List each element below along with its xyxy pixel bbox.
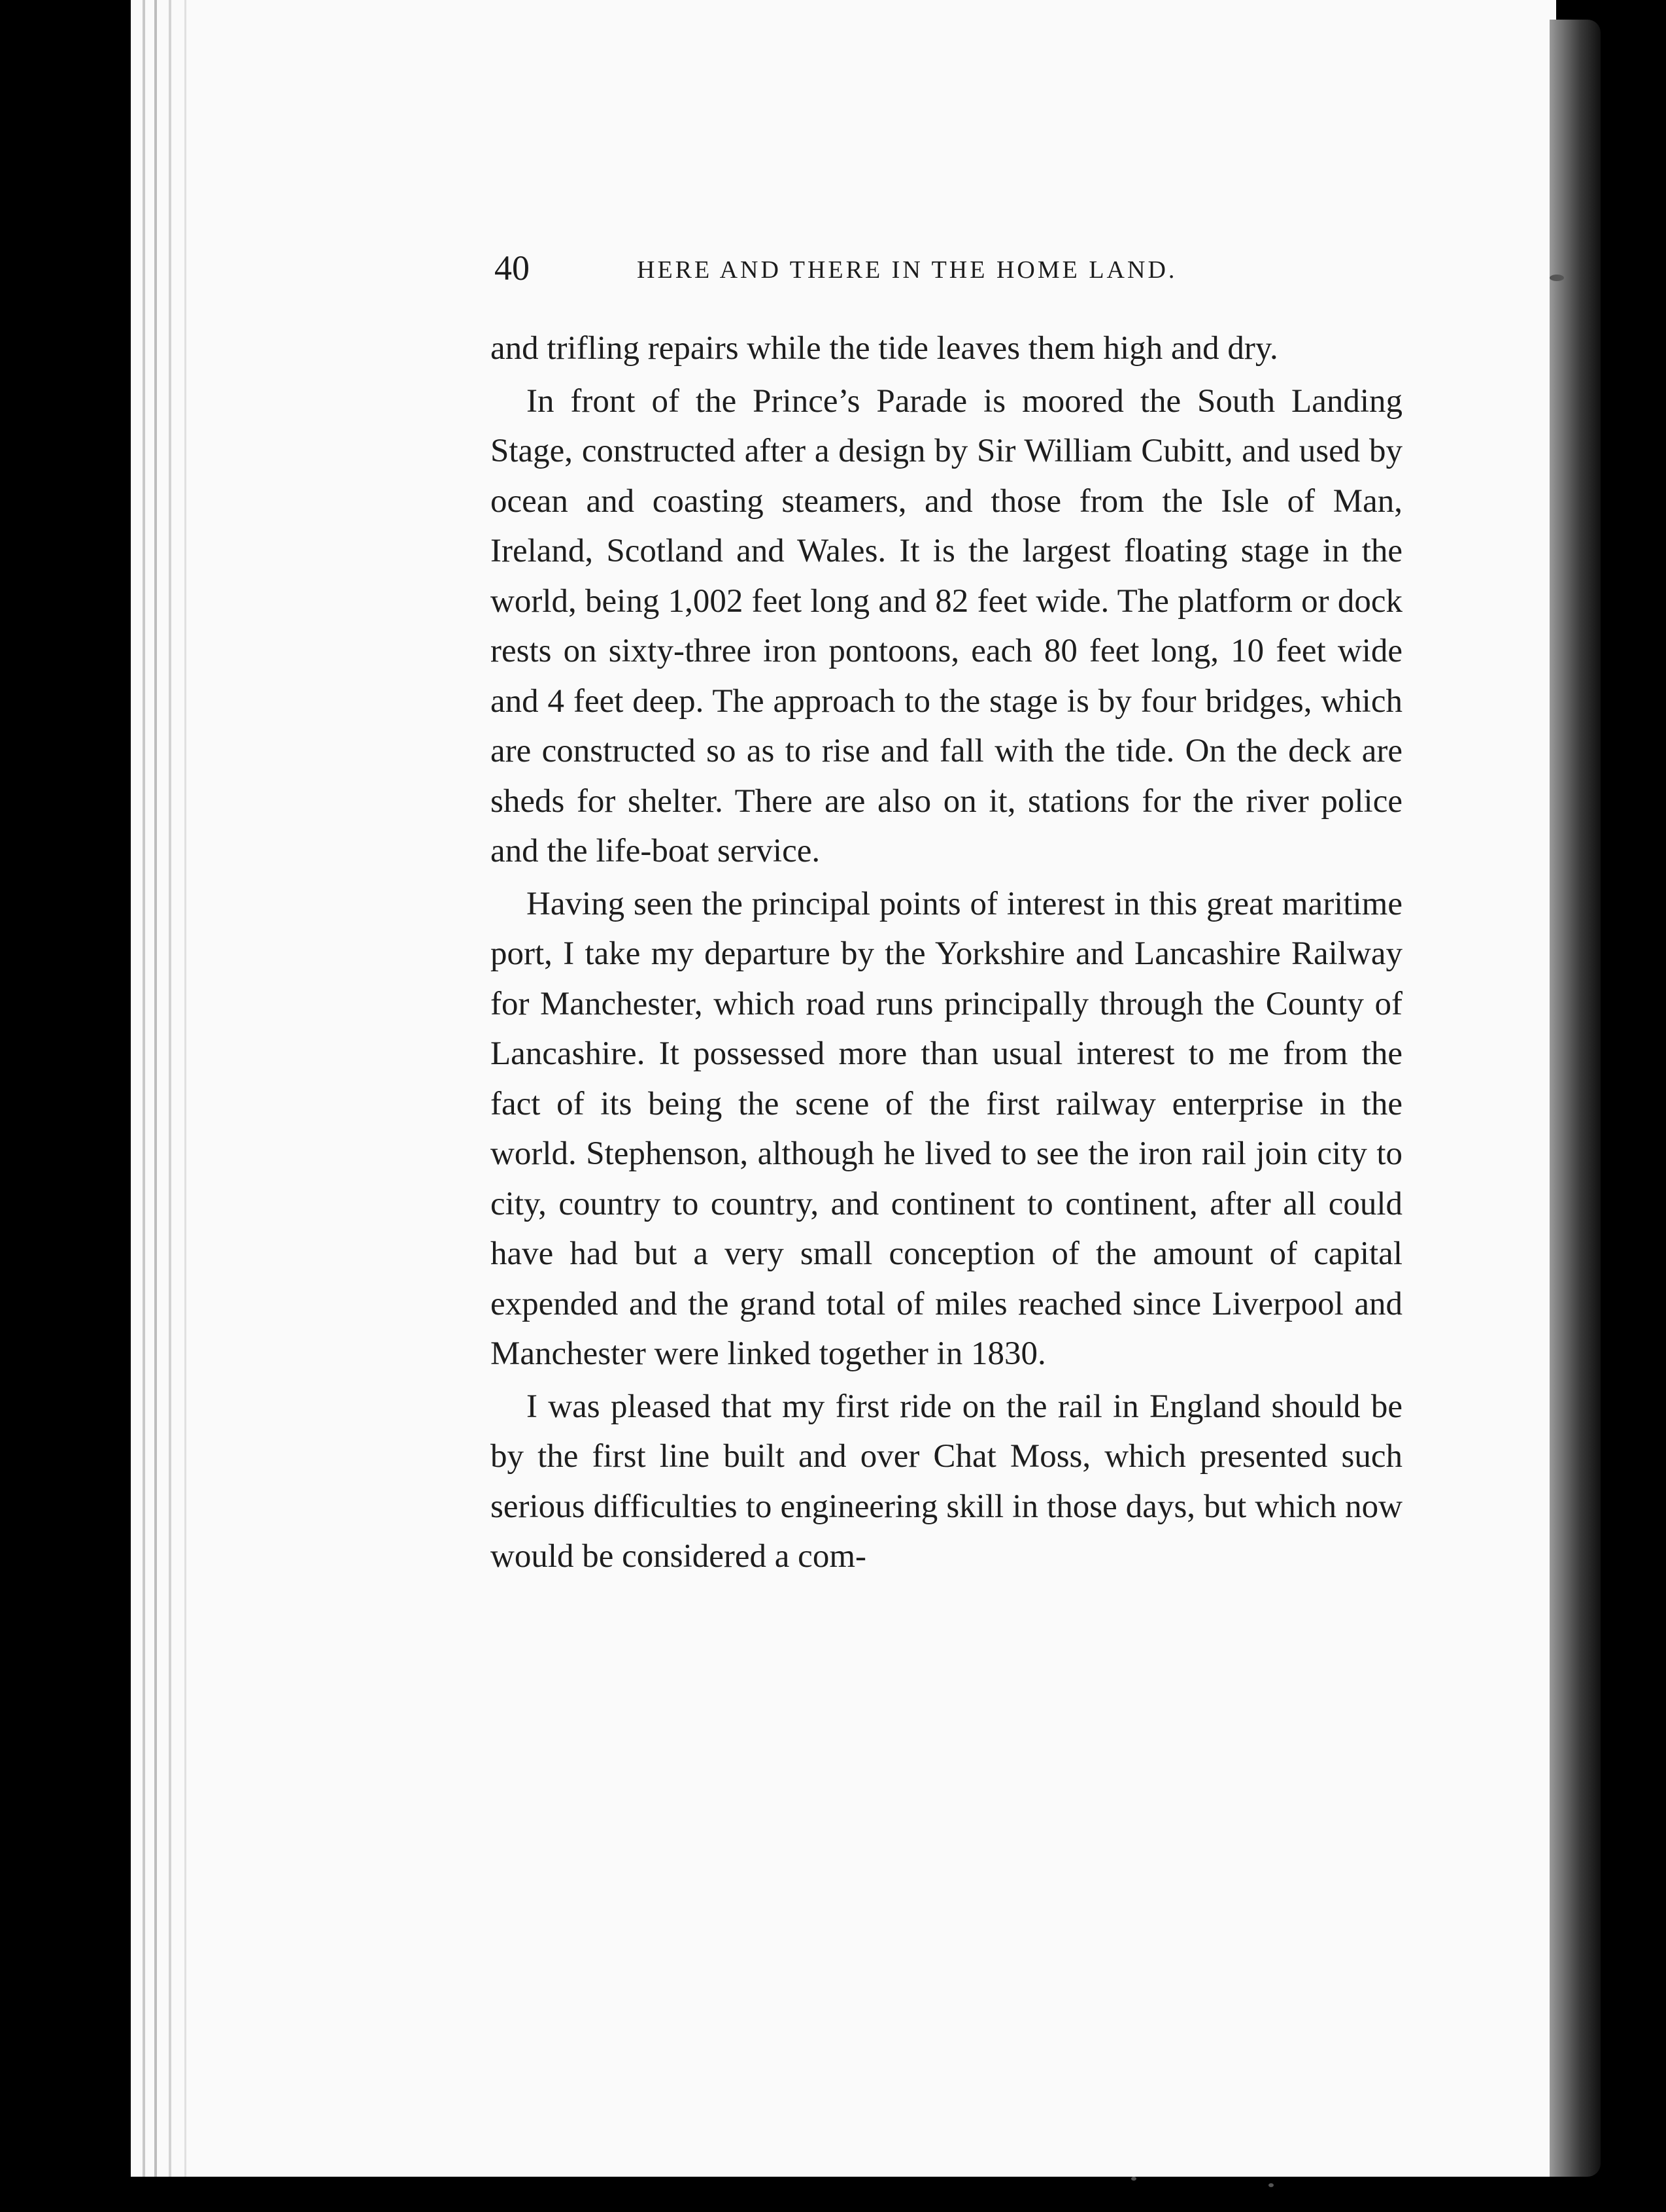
body-text <box>490 324 1402 1582</box>
paragraph-landing-stage: In front of the Prince’s Parade is moored the South Landing Stage, constructed after a design by Sir William Cubitt, and used by ocean and coasting steamers, and those from the Isle of Man, Ireland, Scotland and Wales. It is the largest floating stage in the world, being 1,002 feet long and 82 feet wide. The platform or dock rests on sixty-three iron pontoons, each 80 feet long, 10 feet wide and 4 feet deep. The approach to the stage is by four bridges, which are constructed so as to rise and fall with the tide. On the deck are sheds for shelter. There are also on it, stations for the river police and the life-boat service. <box>490 382 1402 869</box>
page-number: 40 <box>494 248 530 288</box>
running-head <box>494 248 1259 288</box>
paragraph-continued: and trifling repairs while the tide leaves them high and dry. <box>490 330 1278 367</box>
paragraph-railway: Having seen the principal points of interest in this great maritime port, I take my departure by the Yorkshire and Lancashire Railway for Manchester, which road runs principally through the County of Lancashire. It possessed more than usual interest to me from the fact of its being the scene of the first railway enterprise in the world. Stephenson, although he lived to see the iron rail join city to city, country to country, and continent to continent, after all could have had but a very small conception of the amount of capital expended and the grand total of miles reached since Liverpool and Manchester were linked together in 1830. <box>490 885 1402 1372</box>
running-head-title: HERE AND THERE IN THE HOME LAND. <box>637 256 1178 284</box>
page-edge <box>143 0 145 2177</box>
paragraph-chat-moss: I was pleased that my first ride on the rail in England should be by the first line built and over Chat Moss, which presented such serious difficulties to engineering skill in those days, but which now would be considered a com- <box>490 1388 1402 1575</box>
scan-speck <box>1131 2177 1136 2181</box>
scan-speck <box>1268 2183 1274 2187</box>
scan-speck <box>1550 275 1564 281</box>
scanner-edge <box>1550 20 1601 2177</box>
page-edge <box>169 0 171 2177</box>
page-edge <box>154 0 157 2177</box>
page-edge <box>184 0 186 2177</box>
